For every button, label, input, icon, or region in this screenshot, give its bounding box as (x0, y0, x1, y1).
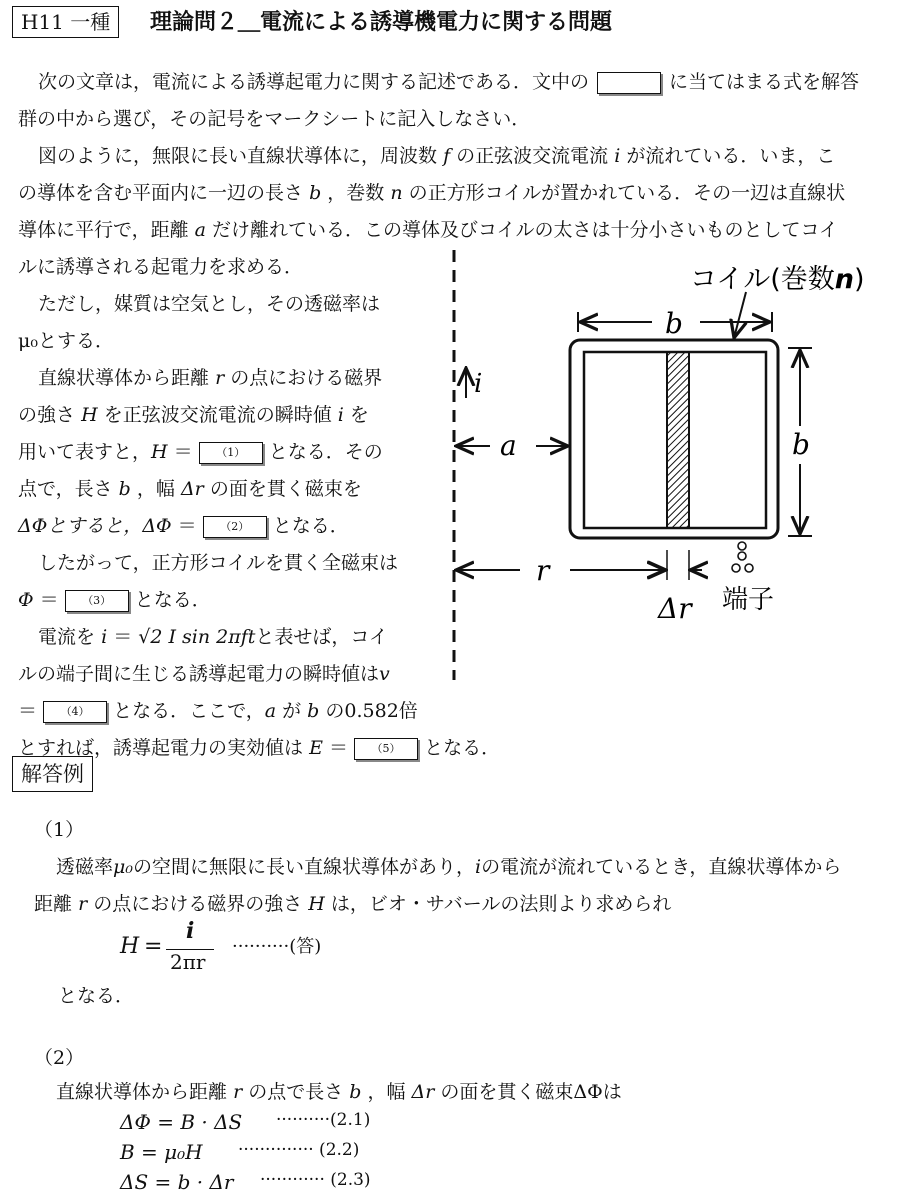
terminal-label: 端子 (722, 585, 775, 615)
r-label: r (536, 554, 550, 587)
a-label: a (500, 429, 517, 462)
terminal-icon (732, 542, 753, 572)
answer-2-line-1: 直線状導体から距離 r の点で長さ b ，幅 Δr の面を貫く磁束ΔΦは (56, 1081, 622, 1103)
year-tag: H11 一種 (12, 6, 119, 38)
problem-line-14: したがって，正方形コイルを貫く全磁束は (38, 552, 399, 574)
problem-line-12: 点で，長さ b ，幅 Δr の面を貫く磁束を (18, 478, 362, 500)
problem-line-18: ＝ （4） となる．ここで，a が b の0.582倍 (18, 700, 418, 722)
answer-1-line-2: 距離 r の点における磁界の強さ H は，ビオ・サバールの法則より求められ (34, 893, 672, 915)
answer-1-line-1: 透磁率μ₀の空間に無限に長い直線状導体があり，iの電流が流れているとき，直線状導体から (56, 856, 842, 878)
hatched-strip (667, 352, 689, 528)
problem-line-16: 電流を i ＝ √2 I sin 2πftと表せば，コイ (38, 626, 388, 648)
problem-line-7: ただし，媒質は空気とし，その透磁率は (38, 293, 381, 315)
b-top-label: b (665, 307, 683, 340)
problem-line-13: ΔΦとすると，ΔΦ ＝ （2） となる． (18, 515, 349, 537)
blank-3: （3） (65, 590, 129, 612)
equation-2-3: ΔS = b · Δr ············ (2.3) (120, 1170, 371, 1194)
blank-2: （2） (203, 516, 267, 538)
answer-heading: 解答例 (12, 756, 93, 792)
problem-line-4: の導体を含む平面内に一辺の長さ b ，巻数 n の正方形コイルが置かれている．その一辺は直線状 (18, 182, 846, 204)
problem-line-8: μ₀とする． (18, 330, 114, 352)
problem-line-11: 用いて表すと，H ＝ （1） となる．その (18, 441, 383, 463)
problem-line-10: の強さ H を正弦波交流電流の瞬時値 i を (18, 404, 369, 426)
problem-line-5: 導体に平行で，距離 a だけ離れている．この導体及びコイルの太さは十分小さいものとしてコイ (18, 219, 838, 241)
blank-4: （4） (43, 701, 107, 723)
coil-label: コイル(巻数n) (690, 264, 865, 295)
blank-1: （1） (199, 442, 263, 464)
coil-figure (440, 250, 890, 690)
problem-line-19: とすれば，誘導起電力の実効値は E ＝ （5） となる． (18, 737, 501, 759)
answer-1-end: となる． (58, 985, 135, 1007)
equation-2-2: B = μ₀H ·············· (2.2) (120, 1140, 360, 1164)
problem-line-6: ルに誘導される起電力を求める． (18, 256, 304, 278)
answer-section-2-label: （2） (34, 1047, 85, 1069)
problem-line-3: 図のように，無限に長い直線状導体に，周波数 f の正弦波交流電流 i が流れている．いま，こ (38, 145, 836, 167)
equation-2-1: ΔΦ = B · ΔS ··········(2.1) (120, 1110, 371, 1134)
current-label: i (474, 369, 483, 399)
problem-line-17: ルの端子間に生じる誘導起電力の瞬時値はv (18, 663, 390, 685)
page-title: 理論問２＿電流による誘導機電力に関する問題 (150, 9, 613, 35)
problem-line-2: 群の中から選び，その記号をマークシートに記入しなさい． (18, 108, 531, 130)
b-side-label: b (792, 428, 810, 461)
coil-pointer (734, 292, 746, 338)
answer-blank (597, 72, 661, 94)
problem-line-9: 直線状導体から距離 r の点における磁界 (38, 367, 383, 389)
dr-label: Δr (658, 592, 692, 625)
problem-line-1: 次の文章は，電流による誘導起電力に関する記述である．文中の に当てはまる式を解答 (38, 71, 860, 93)
problem-line-15: Φ ＝ （3） となる． (18, 589, 211, 611)
answer-section-1-label: （1） (34, 819, 85, 841)
blank-5: （5） (354, 738, 418, 760)
